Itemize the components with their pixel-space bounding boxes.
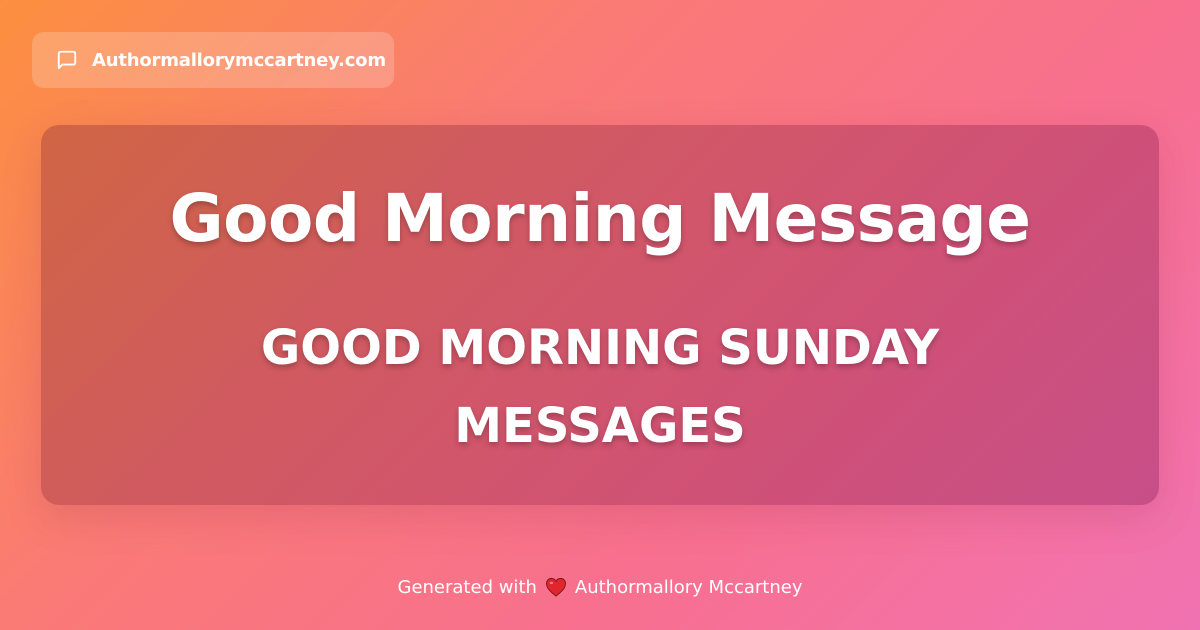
message-card xyxy=(41,125,1159,505)
footer-credit xyxy=(0,572,1200,602)
heart-icon xyxy=(545,577,567,597)
footer-author: Authormallory Mccartney xyxy=(574,576,803,598)
message-square-icon xyxy=(56,49,78,71)
site-name: Authormallorymccartney.com xyxy=(92,49,386,71)
footer-prefix: Generated with xyxy=(397,576,537,598)
site-badge[interactable] xyxy=(32,32,394,88)
page-title: Good Morning Message xyxy=(169,180,1031,257)
message-subtitle: GOOD MORNING SUNDAY MESSAGES xyxy=(260,320,940,454)
